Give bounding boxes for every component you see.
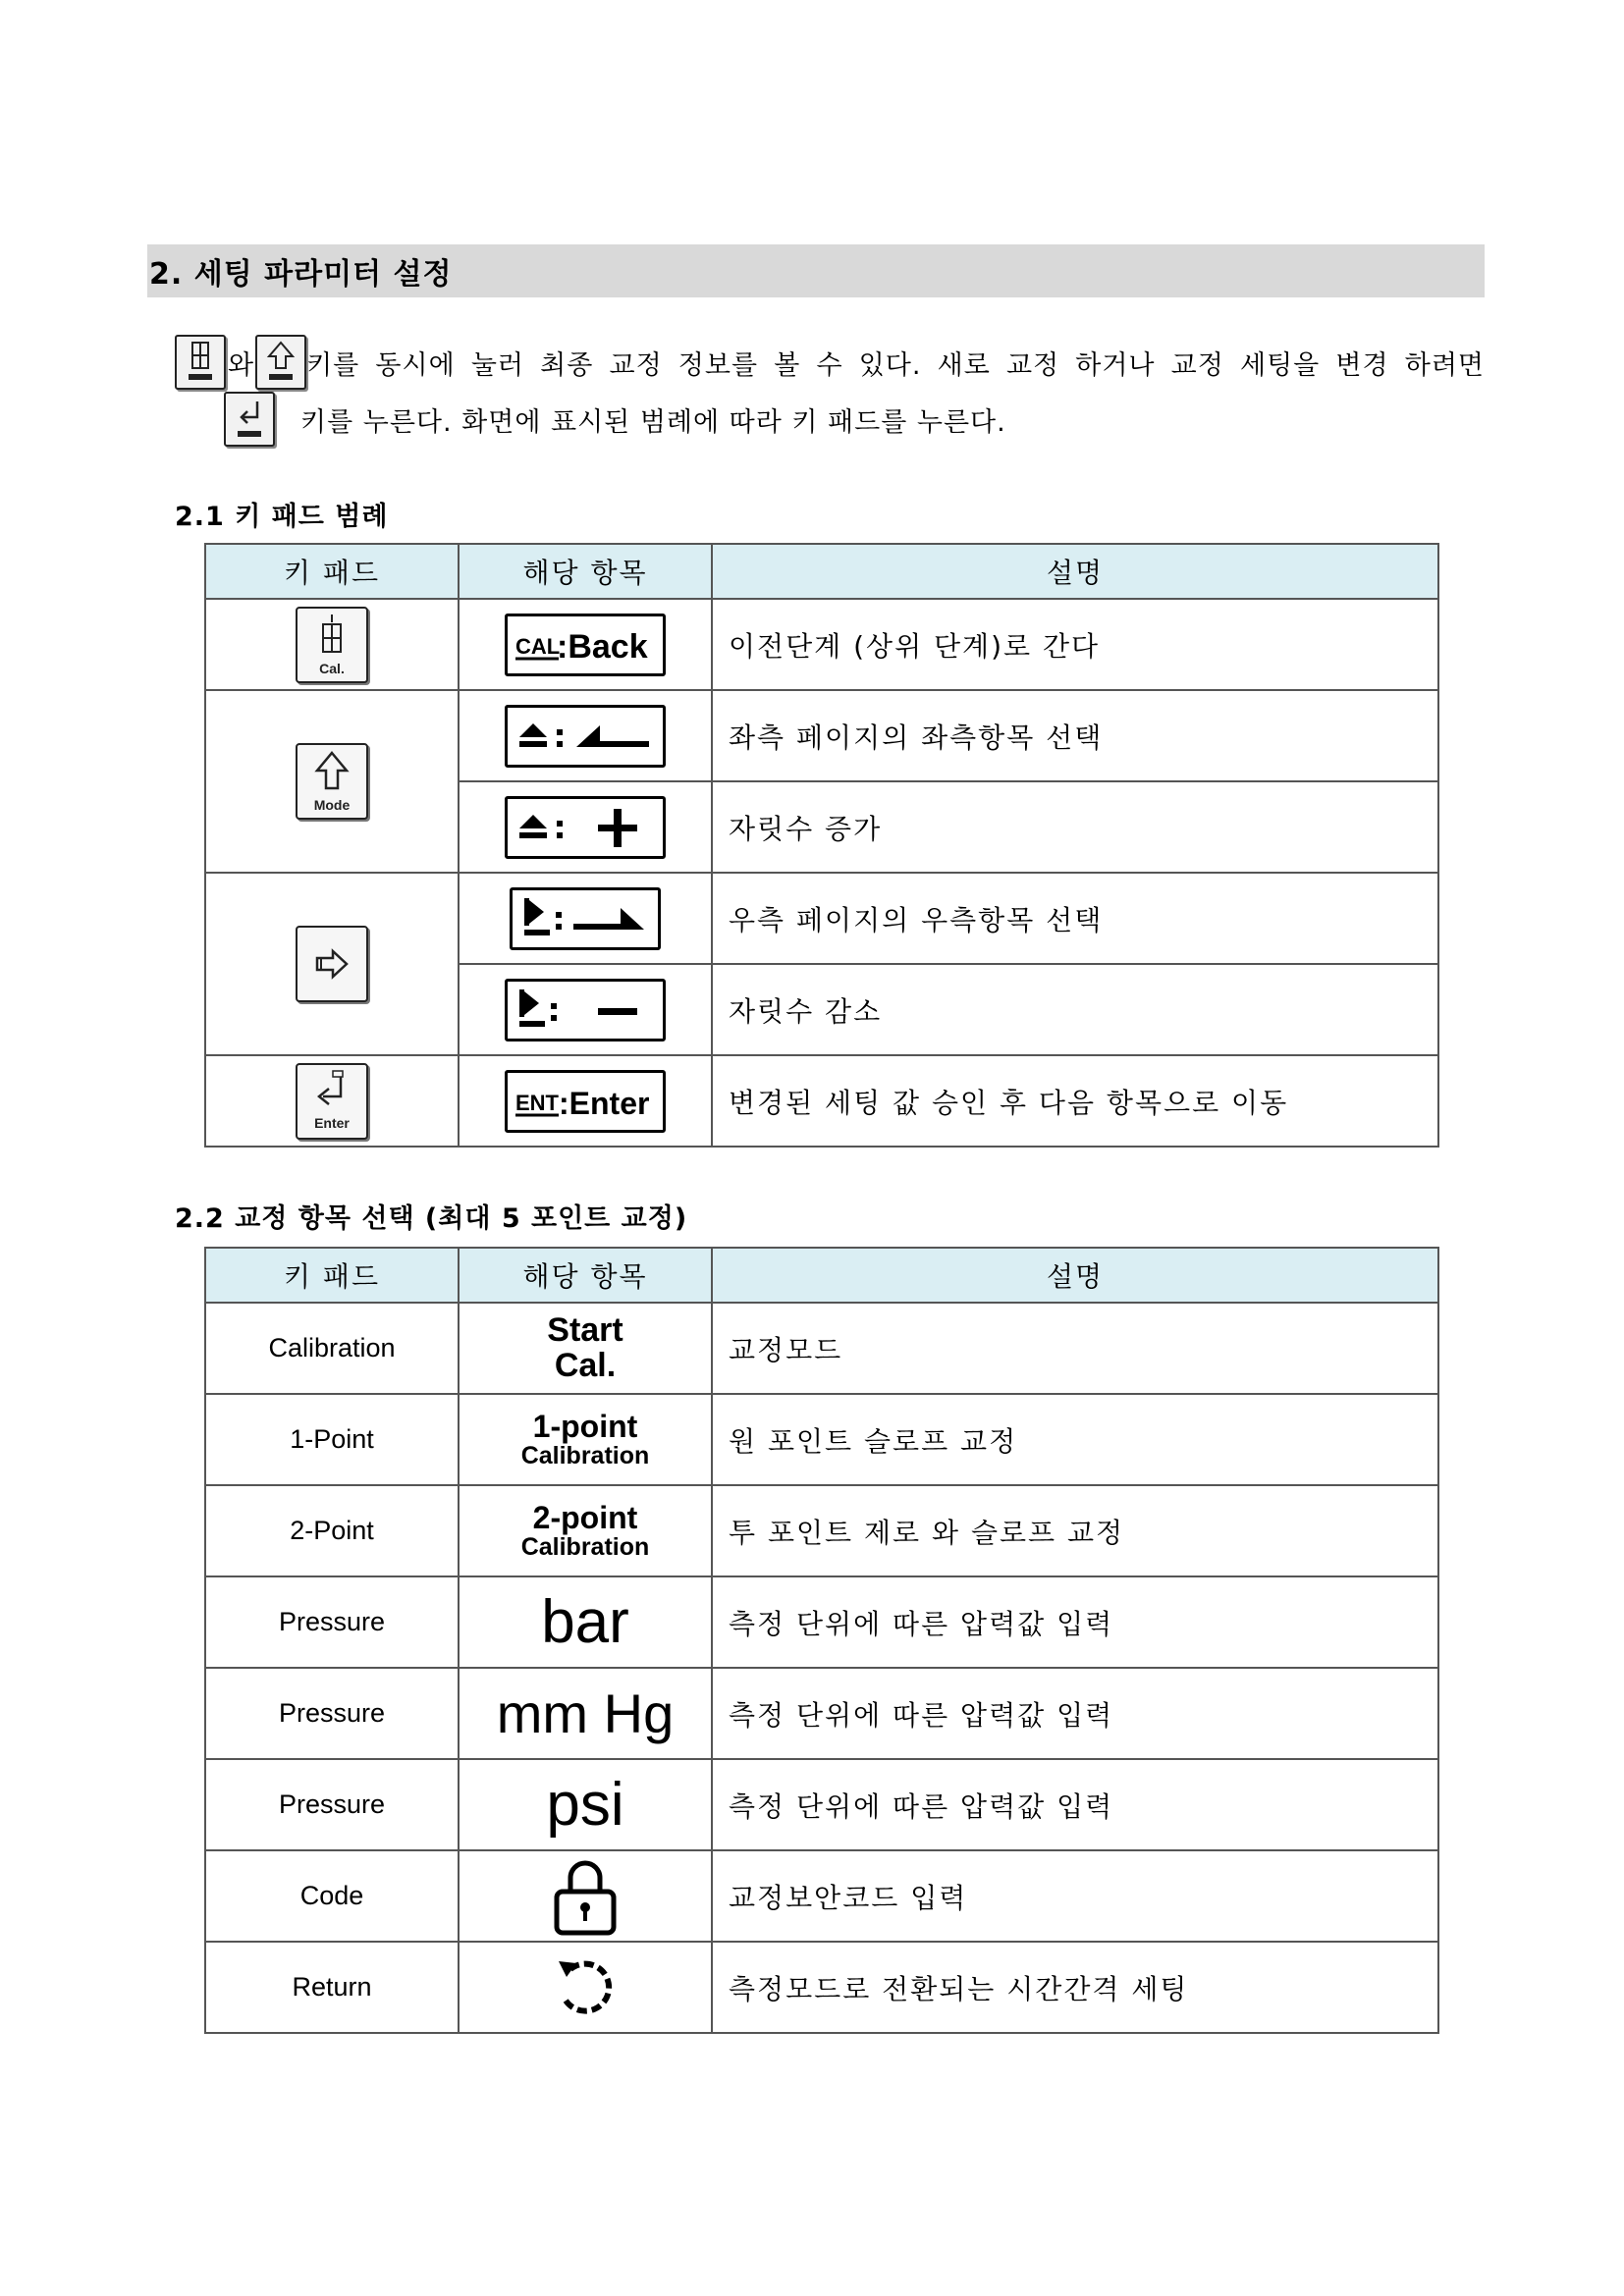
- svg-text:CAL: CAL: [515, 633, 561, 659]
- description-cell: 측정 단위에 따른 압력값 입력: [712, 1576, 1438, 1668]
- item-cell: [459, 1485, 712, 1576]
- keypad-cell: [205, 599, 459, 690]
- keypad-cell: [205, 690, 459, 873]
- keypad-cell: Pressure: [205, 1759, 459, 1850]
- item-line-top: 1-point: [532, 1408, 638, 1444]
- intro-conjunction: 와: [228, 349, 254, 381]
- table-row: [205, 1576, 1438, 1668]
- item-cell: [459, 781, 712, 873]
- header-item: 해당 항목: [459, 544, 712, 599]
- keypad-cell: 2-Point: [205, 1485, 459, 1576]
- left-item-select-lcd-icon: [505, 705, 666, 768]
- description-cell: 투 포인트 제로 와 슬로프 교정: [712, 1485, 1438, 1576]
- description-cell: 좌측 페이지의 좌측항목 선택: [712, 690, 1438, 781]
- table-header-row: [205, 1248, 1438, 1303]
- item-line-bottom: Cal.: [554, 1346, 617, 1384]
- item-line-bottom: Calibration: [520, 1533, 650, 1562]
- table-row: [205, 1668, 1438, 1759]
- table2-title: 2.2 교정 항목 선택 (최대 5 포인트 교정): [175, 1203, 688, 1234]
- enter-key-icon: [296, 1063, 368, 1140]
- svg-text::Back: :Back: [557, 627, 648, 666]
- table-row: [205, 1485, 1438, 1576]
- keypad-cell: Pressure: [205, 1576, 459, 1668]
- header-item: 해당 항목: [459, 1248, 712, 1303]
- svg-text:Cal.: Cal.: [319, 660, 345, 676]
- table-row: [205, 690, 1438, 781]
- svg-text:Mode: Mode: [313, 797, 351, 813]
- item-cell: [459, 1303, 712, 1394]
- item-cell: [459, 690, 712, 781]
- item-cell: [459, 1759, 712, 1850]
- item-cell: [459, 1850, 712, 1942]
- digit-increase-lcd-icon: [505, 796, 666, 859]
- padlock-icon: [551, 1856, 620, 1937]
- intro-line-1-text: 키를 동시에 눌러 최종 교정 정보를 볼 수 있다. 새로 교정 하거나 교정 세팅을 변경 하려면: [306, 349, 1485, 381]
- header-keypad: 키 패드: [205, 1248, 459, 1303]
- cal-back-lcd-icon: [505, 614, 666, 676]
- description-cell: 변경된 세팅 값 승인 후 다음 항목으로 이동: [712, 1055, 1438, 1147]
- description-cell: 이전단계 (상위 단계)로 간다: [712, 599, 1438, 690]
- description-cell: 원 포인트 슬로프 교정: [712, 1394, 1438, 1485]
- item-cell: [459, 1394, 712, 1485]
- header-keypad: 키 패드: [205, 544, 459, 599]
- item-cell: [459, 599, 712, 690]
- description-cell: 자릿수 감소: [712, 964, 1438, 1055]
- item-cell: [459, 1668, 712, 1759]
- description-cell: 자릿수 증가: [712, 781, 1438, 873]
- header-description: 설명: [712, 544, 1438, 599]
- cal-key-icon: [296, 607, 368, 683]
- table-row: [205, 1303, 1438, 1394]
- intro-line-2-text: 키를 누른다. 화면에 표시된 범례에 따라 키 패드를 누른다.: [300, 406, 1006, 438]
- keypad-cell: Pressure: [205, 1668, 459, 1759]
- item-line-top: 2-point: [532, 1499, 638, 1535]
- keypad-cell: Code: [205, 1850, 459, 1942]
- table1-title: 2.1 키 패드 범례: [175, 502, 389, 532]
- table-row: [205, 1759, 1438, 1850]
- keypad-cell: [205, 873, 459, 1055]
- table-row: [205, 1942, 1438, 2033]
- table-row: [205, 599, 1438, 690]
- svg-text::Enter: :Enter: [559, 1085, 650, 1121]
- enter-key-icon: [224, 392, 275, 447]
- item-cell: [459, 873, 712, 964]
- item-cell: [459, 1055, 712, 1147]
- intro-line-1: [175, 334, 1485, 391]
- keypad-cell: [205, 1055, 459, 1147]
- keypad-legend-table: [204, 543, 1439, 1148]
- cal-key-icon: [175, 335, 226, 390]
- description-cell: 교정보안코드 입력: [712, 1850, 1438, 1942]
- mode-key-icon: [296, 743, 368, 820]
- return-cycle-icon: [553, 1955, 618, 2020]
- description-cell: 측정 단위에 따른 압력값 입력: [712, 1759, 1438, 1850]
- table-header-row: [205, 544, 1438, 599]
- mode-key-icon: [255, 335, 306, 390]
- section-title: 2. 세팅 파라미터 설정: [149, 257, 453, 292]
- header-description: 설명: [712, 1248, 1438, 1303]
- digit-decrease-lcd-icon: [505, 979, 666, 1041]
- description-cell: 측정모드로 전환되는 시간간격 세팅: [712, 1942, 1438, 2033]
- svg-text:Enter: Enter: [314, 1114, 350, 1131]
- item-cell: [459, 964, 712, 1055]
- unit-bar: bar: [541, 1587, 629, 1656]
- calibration-item-table: [204, 1247, 1439, 2034]
- right-arrow-key-icon: [296, 926, 368, 1002]
- item-line-top: Start: [547, 1310, 623, 1349]
- keypad-cell: 1-Point: [205, 1394, 459, 1485]
- item-cell: [459, 1576, 712, 1668]
- description-cell: 측정 단위에 따른 압력값 입력: [712, 1668, 1438, 1759]
- right-item-select-lcd-icon: [510, 887, 661, 950]
- table-row: [205, 1394, 1438, 1485]
- description-cell: 교정모드: [712, 1303, 1438, 1394]
- intro-line-2: [224, 391, 1006, 448]
- description-cell: 우측 페이지의 우측항목 선택: [712, 873, 1438, 964]
- unit-psi: psi: [546, 1770, 624, 1839]
- section-header-bar: [147, 244, 1485, 297]
- table-row: [205, 873, 1438, 964]
- item-line-bottom: Calibration: [520, 1442, 650, 1470]
- table-row: [205, 1850, 1438, 1942]
- table-row: [205, 1055, 1438, 1147]
- keypad-cell: Calibration: [205, 1303, 459, 1394]
- svg-text:ENT: ENT: [515, 1090, 559, 1115]
- item-cell: [459, 1942, 712, 2033]
- keypad-cell: Return: [205, 1942, 459, 2033]
- unit-mmhg: mm Hg: [496, 1682, 675, 1744]
- ent-enter-lcd-icon: [505, 1070, 666, 1133]
